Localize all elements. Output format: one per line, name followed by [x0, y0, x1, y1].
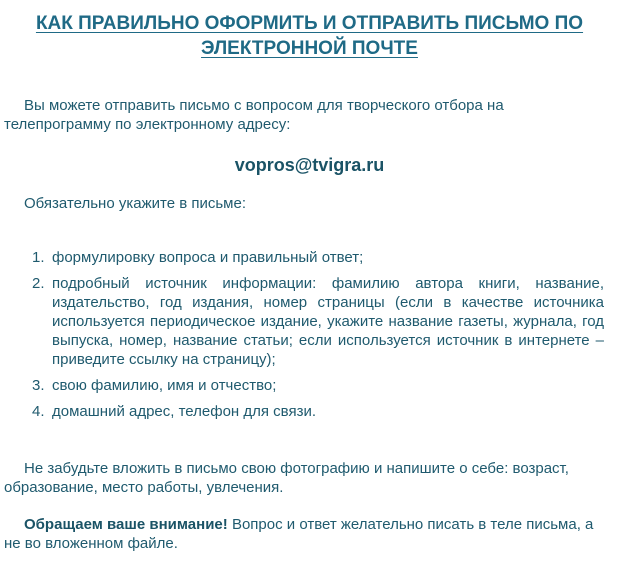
page-title-line2: ЭЛЕКТРОННОЙ ПОЧТЕ — [201, 38, 418, 59]
notice-paragraph — [4, 515, 604, 553]
notice-emphasis: Обращаем ваше внимание! — [24, 516, 228, 533]
list-item-number: 3. — [32, 377, 45, 394]
intro-paragraph: Вы можете отправить письмо с вопросом для творческого отбора на телепрограмму по электронному адресу: — [4, 97, 504, 133]
list-item-number: 1. — [32, 249, 45, 266]
list-item — [32, 248, 604, 267]
list-item-text: формулировку вопроса и правильный ответ; — [52, 249, 364, 266]
page-title — [0, 11, 619, 61]
list-item — [32, 402, 604, 421]
requirements-list — [32, 248, 604, 428]
must-include-paragraph: Обязательно укажите в письме: — [24, 195, 246, 212]
list-item — [32, 274, 604, 369]
email-address: vopros@tvigra.ru — [234, 155, 385, 175]
page-title-line1: КАК ПРАВИЛЬНО ОФОРМИТЬ И ОТПРАВИТЬ ПИСЬМО ПО — [35, 13, 584, 34]
notice-text: Вопрос и ответ желательно писать в теле письма, а не во вложенном файле. — [4, 516, 594, 552]
list-item-number: 2. — [32, 275, 45, 292]
list-item — [32, 376, 604, 395]
list-item-text: свою фамилию, имя и отчество; — [52, 377, 277, 394]
list-item-text: домашний адрес, телефон для связи. — [52, 403, 317, 420]
photo-note-paragraph: Не забудьте вложить в письмо свою фотографию и напишите о себе: возраст, образование, место работы, увлечения. — [4, 460, 569, 496]
list-item-number: 4. — [32, 403, 45, 420]
list-item-text: подробный источник информации: фамилию автора книги, название, издательство, год издания, номер страницы (если в качестве источника используется периодическое издание, укажите название газеты, журнала, год выпуска, номер, название статьи; если используется источник в интернете – приведите ссылку на страницу); — [52, 275, 604, 368]
